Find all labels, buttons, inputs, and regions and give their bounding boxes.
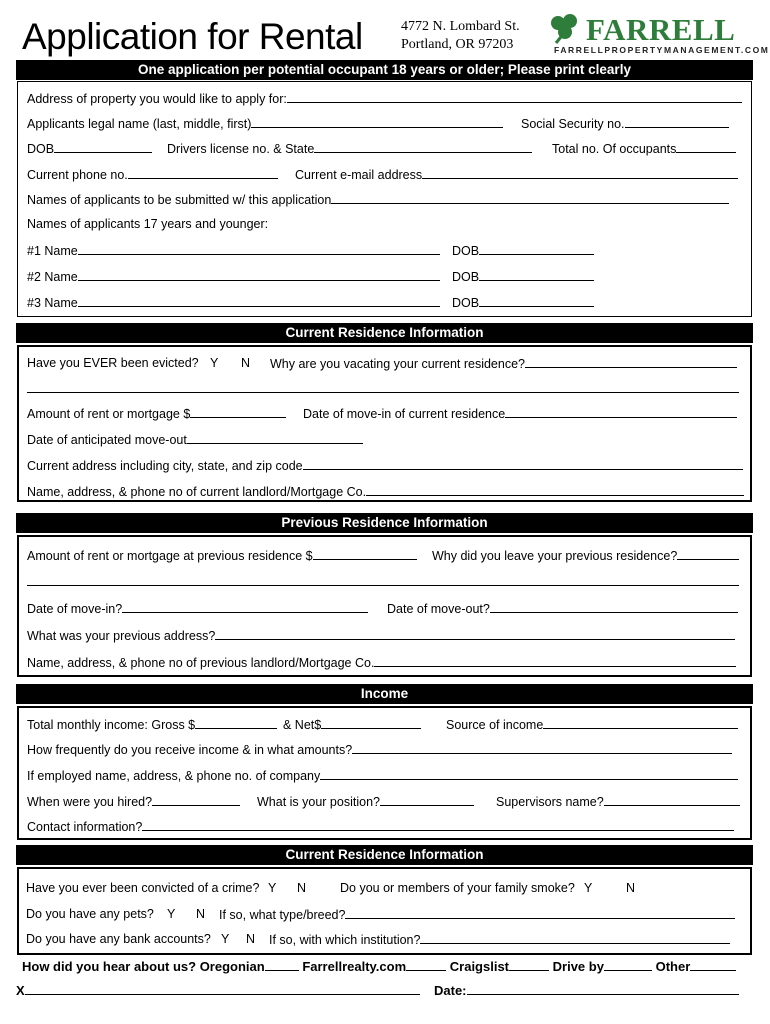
minors-label: Names of applicants 17 years and younger: [27,217,269,231]
pets-no-option[interactable]: N [196,907,206,921]
previous-move-out-field[interactable]: Date of move-out? [387,601,738,616]
address-line-1: 4772 N. Lombard St. [401,19,520,34]
minor-1-name-field[interactable]: #1 Name [27,243,440,258]
background-heading: Current Residence Information [16,845,753,865]
income-heading: Income [16,684,753,704]
evicted-no-option[interactable]: N [241,356,251,370]
pets-yes-option[interactable]: Y [167,907,176,921]
crime-no-option[interactable]: N [297,881,307,895]
referral-other-option[interactable]: Other [656,959,737,974]
minor-2-dob-field[interactable]: DOB [452,269,594,284]
address-line-2: Portland, OR 97203 [401,37,514,52]
pets-type-field[interactable]: If so, what type/breed? [219,907,735,922]
previous-rent-field[interactable]: Amount of rent or mortgage at previous residence $ [27,548,417,563]
gross-income-field[interactable]: Total monthly income: Gross $ [27,717,277,732]
bank-institution-field[interactable]: If so, with which institution? [269,932,730,947]
bank-no-option[interactable]: N [246,932,256,946]
referral-craigslist-option[interactable]: Craigslist [450,959,549,974]
evicted-yes-option[interactable]: Y [210,356,219,370]
background-section [17,867,752,955]
instruction-banner: One application per potential occupant 18 years or older; Please print clearly [16,60,753,80]
previous-residence-section [17,535,752,677]
minor-2-name-field[interactable]: #2 Name [27,269,440,284]
current-rent-field[interactable]: Amount of rent or mortgage $ [27,406,286,421]
referral-question: How did you hear about us? Oregonian Farrellrealty.com Craigslist Drive by Other [22,959,736,974]
ssn-field[interactable]: Social Security no. [521,116,729,131]
income-frequency-field[interactable]: How frequently do you receive income & in what amounts? [27,742,732,757]
email-field[interactable]: Current e-mail address [295,167,738,182]
current-move-in-field[interactable]: Date of move-in of current residence [303,406,737,421]
phone-field[interactable]: Current phone no. [27,167,278,182]
supervisor-field[interactable]: Supervisors name? [496,794,740,809]
current-address-field[interactable]: Current address including city, state, and zip code [27,458,743,473]
position-field[interactable]: What is your position? [257,794,474,809]
bank-yes-option[interactable]: Y [221,932,230,946]
logo-url: FARRELLPROPERTYMANAGEMENT.COM [554,45,770,55]
evicted-question: Have you EVER been evicted? [27,356,199,370]
referral-driveby-option[interactable]: Drive by [553,959,652,974]
current-residence-section [17,345,752,502]
minor-3-dob-field[interactable]: DOB [452,295,594,310]
date-field[interactable]: Date: [434,983,739,998]
previous-residence-heading: Previous Residence Information [16,513,753,533]
smoke-question: Do you or members of your family smoke? [340,881,575,895]
employer-field[interactable]: If employed name, address, & phone no. of company [27,768,738,783]
why-leave-field[interactable]: Why did you leave your previous residence? [432,548,739,563]
referral-farrellrealty-option[interactable]: Farrellrealty.com [302,959,446,974]
signature-field[interactable]: X [16,983,420,998]
crime-question: Have you ever been convicted of a crime? [26,881,260,895]
net-income-field[interactable]: & Net$ [283,717,421,732]
shamrock-icon [548,14,582,44]
referral-oregonian-option[interactable]: Oregonian [200,959,299,974]
legal-name-field[interactable]: Applicants legal name (last, middle, first) [27,116,503,131]
minor-3-name-field[interactable]: #3 Name [27,295,440,310]
minor-1-dob-field[interactable]: DOB [452,243,594,258]
property-address-field[interactable]: Address of property you would like to apply for: [27,91,742,106]
crime-yes-option[interactable]: Y [268,881,277,895]
company-logo [548,12,770,60]
occupants-field[interactable]: Total no. Of occupants [552,141,736,156]
anticipated-move-out-field[interactable]: Date of anticipated move-out [27,432,363,447]
pets-question: Do you have any pets? [26,907,154,921]
income-section [17,706,752,840]
why-leave-continued-line[interactable] [27,574,739,589]
bank-question: Do you have any bank accounts? [26,932,211,946]
logo-wordmark: FARRELL [586,12,736,47]
current-residence-heading: Current Residence Information [16,323,753,343]
names-submitted-field[interactable]: Names of applicants to be submitted w/ this application [27,192,729,207]
company-address [401,18,520,54]
current-landlord-field[interactable]: Name, address, & phone no of current landlord/Mortgage Co. [27,484,744,499]
previous-address-field[interactable]: What was your previous address? [27,628,735,643]
applicant-section [17,81,752,317]
vacating-field[interactable]: Why are you vacating your current residence? [270,356,737,371]
smoke-no-option[interactable]: N [626,881,636,895]
hired-date-field[interactable]: When were you hired? [27,794,240,809]
smoke-yes-option[interactable]: Y [584,881,593,895]
previous-landlord-field[interactable]: Name, address, & phone no of previous landlord/Mortgage Co. [27,655,736,670]
page-title: Application for Rental [22,16,363,57]
income-source-field[interactable]: Source of income [446,717,738,732]
drivers-license-field[interactable]: Drivers license no. & State [167,141,532,156]
dob-field[interactable]: DOB [27,141,152,156]
vacating-continued-line[interactable] [27,381,739,396]
previous-move-in-field[interactable]: Date of move-in? [27,601,368,616]
contact-info-field[interactable]: Contact information? [27,819,734,834]
